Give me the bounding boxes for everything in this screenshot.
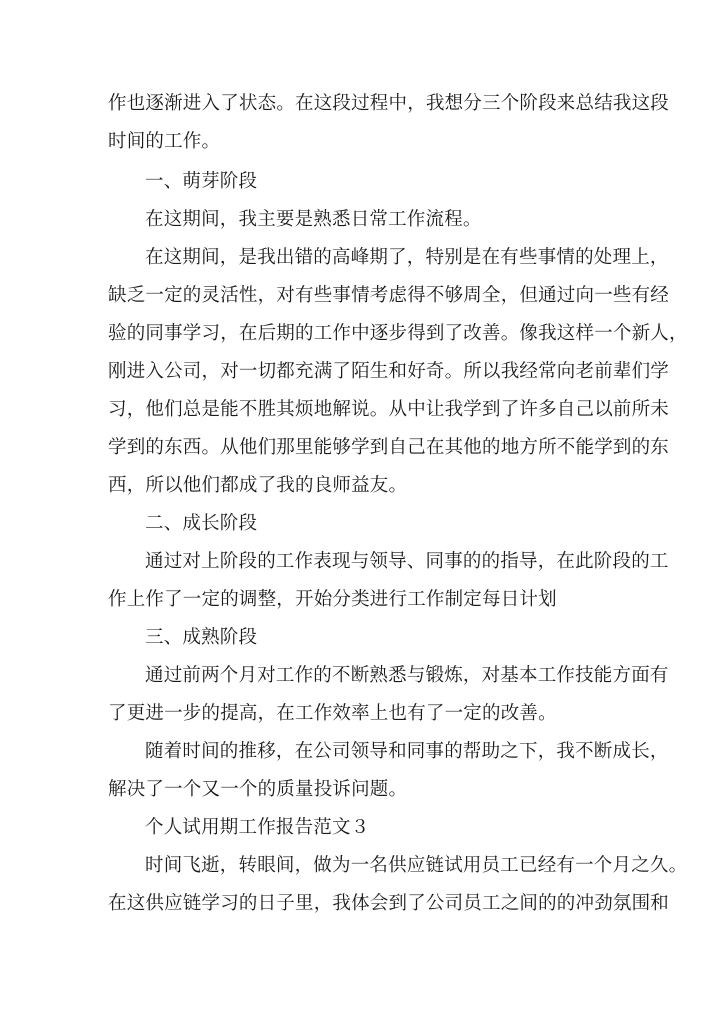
section-heading-mature: 三、成熟阶段 [145, 627, 258, 648]
paragraph-line: 时间飞逝，转眼间，做为一名供应链试用员工已经有一个月之久。 [145, 855, 688, 876]
paragraph-line: 作上作了一定的调整，开始分类进行工作制定每日计划 [108, 589, 557, 610]
paragraph-line: 了更进一步的提高，在工作效率上也有了一定的改善。 [108, 703, 557, 724]
paragraph-line: 西，所以他们都成了我的良师益友。 [108, 475, 408, 496]
report-subtitle: 个人试用期工作报告范文３ [145, 817, 370, 838]
section-heading-growth: 二、成长阶段 [145, 513, 258, 534]
paragraph-line: 在这供应链学习的日子里，我体会到了公司员工之间的的冲劲氛围和 [108, 893, 670, 914]
paragraph-line: 缺乏一定的灵活性，对有些事情考虑得不够周全，但通过向一些有经 [108, 285, 670, 306]
paragraph-line: 学到的东西。从他们那里能够学到自己在其他的地方所不能学到的东 [108, 437, 670, 458]
paragraph-line: 在这期间，我主要是熟悉日常工作流程。 [145, 209, 482, 230]
paragraph-line: 解决了一个又一个的质量投诉问题。 [108, 779, 408, 800]
paragraph-line: 作也逐渐进入了状态。在这段过程中，我想分三个阶段来总结我这段 [108, 93, 670, 114]
paragraph-line: 习，他们总是能不胜其烦地解说。从中让我学到了许多自己以前所未 [108, 399, 670, 420]
paragraph-line: 验的同事学习，在后期的工作中逐步得到了改善。像我这样一个新人， [108, 323, 688, 344]
section-heading-sprout: 一、萌芽阶段 [145, 171, 258, 192]
paragraph-line: 通过前两个月对工作的不断熟悉与锻炼，对基本工作技能方面有 [145, 665, 669, 686]
paragraph-line: 时间的工作。 [108, 131, 221, 152]
paragraph-line: 通过对上阶段的工作表现与领导、同事的的指导，在此阶段的工 [145, 551, 669, 572]
paragraph-line: 随着时间的推移，在公司领导和同事的帮助之下，我不断成长， [145, 741, 669, 762]
paragraph-line: 刚进入公司，对一切都充满了陌生和好奇。所以我经常向老前辈们学 [108, 361, 670, 382]
paragraph-line: 在这期间，是我出错的高峰期了，特别是在有些事情的处理上， [145, 247, 669, 268]
